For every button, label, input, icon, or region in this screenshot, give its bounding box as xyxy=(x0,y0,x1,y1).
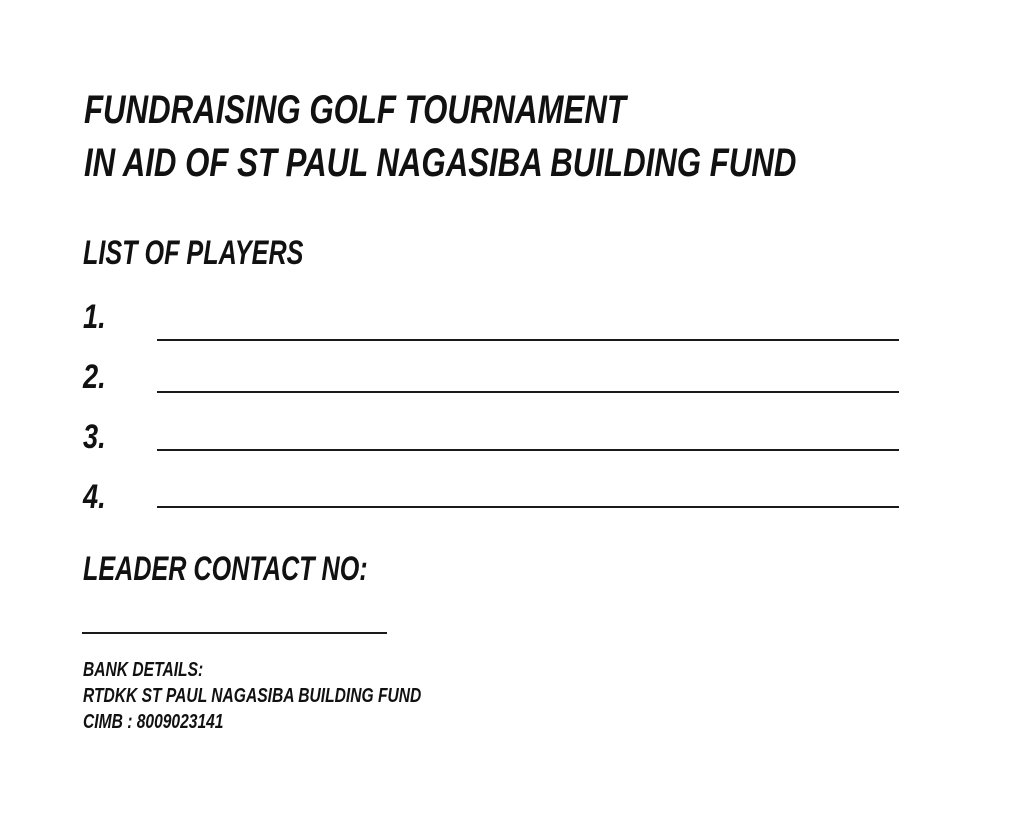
player-number-1: 1. xyxy=(83,298,106,336)
title-line-2: IN AID OF ST PAUL NAGASIBA BUILDING FUND xyxy=(84,141,797,185)
player-number-2: 2. xyxy=(83,358,106,396)
player-number-3: 3. xyxy=(83,418,106,456)
leader-contact-label: LEADER CONTACT NO: xyxy=(83,550,368,588)
player-3-line[interactable] xyxy=(157,449,899,451)
bank-account-name: RTDKK ST PAUL NAGASIBA BUILDING FUND xyxy=(83,685,422,707)
bank-details xyxy=(83,657,421,735)
player-number-4: 4. xyxy=(83,478,106,516)
bank-details-heading: BANK DETAILS: xyxy=(83,659,204,681)
player-1-line[interactable] xyxy=(157,339,899,341)
player-4-line[interactable] xyxy=(157,506,899,508)
player-2-line[interactable] xyxy=(157,391,899,393)
players-heading: LIST OF PLAYERS xyxy=(83,234,304,272)
leader-contact-line[interactable] xyxy=(82,632,387,634)
title-line-1: FUNDRAISING GOLF TOURNAMENT xyxy=(84,88,626,132)
bank-account-number: CIMB : 8009023141 xyxy=(83,711,224,733)
